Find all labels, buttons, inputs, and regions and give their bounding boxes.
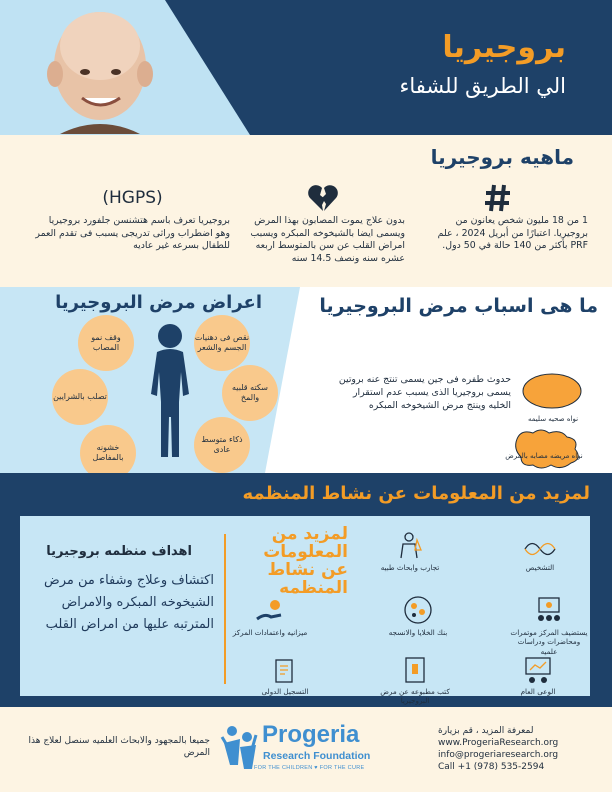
- symptom-growth: [78, 315, 134, 371]
- hgps-label: (HGPS): [102, 188, 163, 208]
- activity-label: التسجيل الدولى: [261, 687, 309, 696]
- activity-diagnosis: [500, 528, 580, 572]
- progeria-logo: [220, 719, 410, 779]
- symptom-intelligence: [194, 417, 250, 473]
- funding-icon: [230, 593, 310, 625]
- contact-intro: لمعرفة المزيد ، قم بزيارة: [438, 726, 534, 736]
- what-is-title: ماهيه بروجيريا: [430, 145, 574, 169]
- page-subtitle: الي الطريق للشفاء: [399, 74, 566, 98]
- fact-hgps: [35, 181, 230, 253]
- researcher-icon: [370, 528, 450, 560]
- phone-number: Call +1 (978) 535-2594: [438, 762, 545, 773]
- broken-heart-icon: [240, 181, 405, 215]
- what-is-section: [0, 135, 612, 287]
- symptom-stroke: [222, 365, 278, 421]
- activity-clinical-trials: [370, 528, 450, 572]
- goals-title: اهداف منظمه بروجيريا: [46, 544, 192, 559]
- causes-title: ما هى اسباب مرض البروجيريا: [319, 295, 598, 317]
- hgps-label-wrap: [35, 181, 230, 215]
- activity-label: تجارب وابحاث طبيه: [380, 563, 440, 572]
- fact-stats: [428, 181, 588, 253]
- fact-stats-text: 1 من 18 مليون شخص يعانون من بروجيريا. اعتبارًا من أبريل 2024 ، علم PRF بأكثر من 140 حالة في 50 دول.: [437, 215, 588, 252]
- symptom-label: وقف نمو المصاب: [91, 333, 121, 352]
- organization-box-title: لمزيد من المعلومات عن نشاط المنظمه: [263, 524, 348, 598]
- hashtag-icon: [428, 181, 588, 215]
- fact-death-text: بدون علاج يموت المصابون بهذا المرض ويسمى ايضا بالشيخوخه المبكره ويسبب امراض القلب عن سن بالمتوسط اربعه عشره سنه ونصف 14.5 سنه: [250, 215, 405, 265]
- divider: [224, 534, 226, 684]
- activity-label: ميزانيه واعتمادات المركز: [232, 628, 308, 637]
- registry-icon: [250, 652, 320, 684]
- footer: [0, 707, 612, 792]
- healthy-nucleus-label: نواه صحيه سليمه: [527, 415, 579, 423]
- activity-label: كتب مطبوعه عن مرض البروجيريا: [380, 687, 450, 706]
- logo-figures-icon: [220, 723, 258, 771]
- cell-bank-icon: [378, 593, 458, 625]
- symptom-label: نقص فى دهنيات الجسم والشعر: [194, 333, 250, 352]
- organization-section: [0, 473, 612, 707]
- organization-section-title: لمزيد من المعلومات عن نشاط المنظمه: [242, 483, 590, 504]
- fact-death: [240, 181, 405, 266]
- logo-subtitle: Research Foundation: [263, 750, 371, 762]
- activity-publications: [372, 652, 458, 706]
- header-banner: [0, 0, 612, 135]
- activity-budget: [230, 593, 310, 637]
- dna-icon: [500, 528, 580, 560]
- diseased-nucleus-icon: [511, 425, 585, 473]
- email-link[interactable]: info@progeriaresearch.org: [438, 750, 559, 761]
- causes-text: حدوث طفره فى جين يسمى تنتج عنه بروتين يسمى بروجيريا الذى يسبب عدم استقرار الخليه وينتج مرض الشيخوخه المبكره: [338, 374, 511, 412]
- page-title: بروجيريا: [442, 30, 566, 65]
- website-link[interactable]: www.ProgeriaResearch.org: [438, 738, 559, 749]
- activity-label: التشخيص: [525, 563, 555, 572]
- symptom-label: خشونه بالمفاصل: [92, 443, 124, 462]
- conference-icon: [510, 593, 588, 625]
- activity-awareness: [498, 652, 578, 696]
- child-silhouette-icon: [143, 322, 198, 462]
- activity-label: الوعى العام: [520, 687, 556, 696]
- symptom-label: ذكاء متوسط عادى: [201, 435, 243, 454]
- activity-conferences: [510, 593, 588, 656]
- symptom-joints: [80, 425, 136, 473]
- footer-message: جميعا بالمجهود والابحاث العلميه سنصل لعلاج هذا المرض: [28, 736, 210, 759]
- activity-label: يستضيف المركز موتمرات ومحاضرات ودراسات علميه: [510, 628, 588, 656]
- presentation-icon: [498, 652, 578, 684]
- logo-tagline: FOR THE CHILDREN ♥ FOR THE CURE: [254, 765, 365, 771]
- organization-box: [20, 516, 590, 706]
- activity-registry: [250, 652, 320, 696]
- symptom-fat-hair: [194, 315, 250, 371]
- healthy-nucleus-icon: [521, 371, 583, 411]
- contact-block: [438, 725, 588, 774]
- activity-cell-bank: [378, 593, 458, 637]
- diseased-nucleus-label: نواه مريضه مصابه بالمرض: [505, 452, 583, 460]
- child-photo: [30, 6, 170, 134]
- symptom-label: سكته قلبيه والمخ: [232, 383, 268, 402]
- logo-wordmark: Progeria: [262, 721, 360, 748]
- goals-text: اكتشاف وعلاج وشفاء من مرض الشيخوخه المبكره والامراض المترتبه عليها من امراض القلب: [43, 573, 214, 633]
- symptoms-causes-section: [0, 287, 612, 473]
- activity-label: بنك الخلايا والانسجه: [388, 628, 448, 637]
- fact-hgps-text: بروجيريا تعرف باسم هتشنسن جلفورد بروجيريا وهو اضطراب وراثى تدريجى يسبب فى تقدم العمر للطفال بسرعه غير عاديه: [35, 215, 230, 252]
- book-icon: [372, 652, 458, 684]
- symptom-label: تصلب بالشرايين: [53, 392, 107, 401]
- symptoms-title: اعراض مرض البروجيريا: [55, 292, 262, 313]
- symptom-arteries: [52, 369, 108, 425]
